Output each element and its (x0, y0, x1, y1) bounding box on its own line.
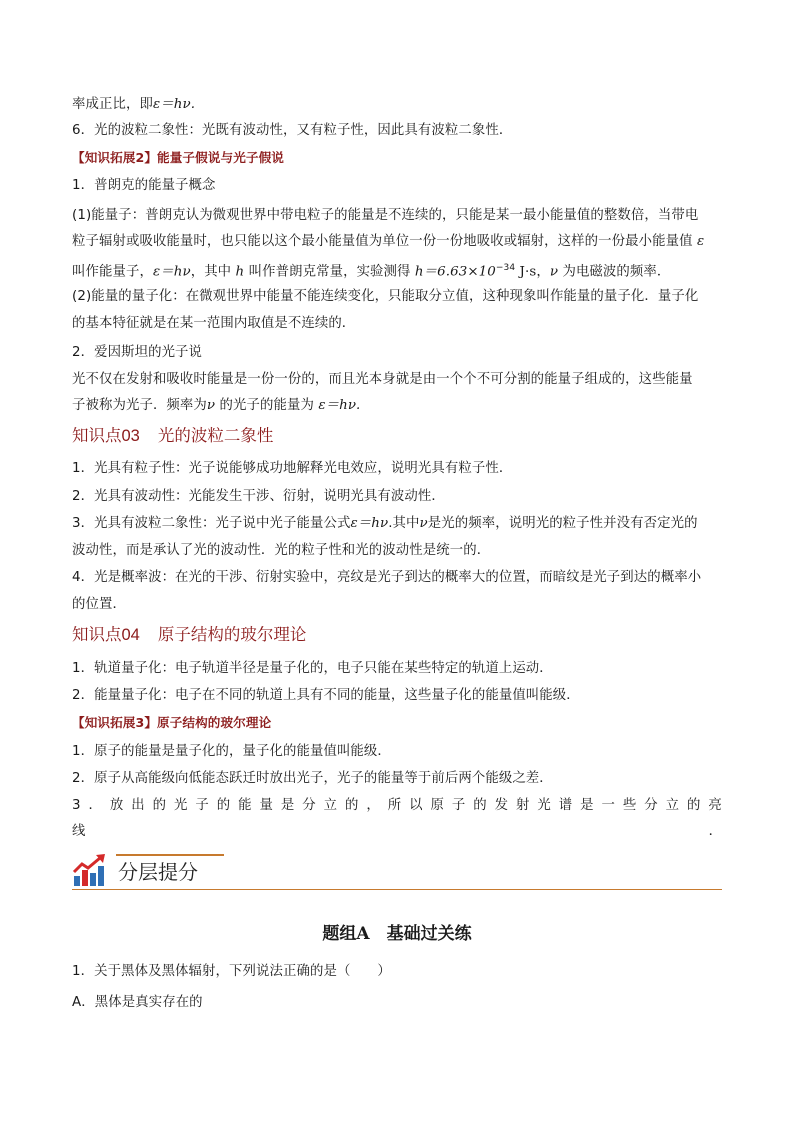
kp-title: 原子结构的玻尔理论 (157, 625, 307, 644)
kp-label: 知识点 (72, 426, 122, 445)
spread-char: 的 (473, 798, 487, 813)
paragraph-line: (2)能量的量子化：在微观世界中能量不能连续变化，只能取分立值，这种现象叫作能量的量子化．量子化 (72, 289, 699, 304)
spread-char: 亮 (708, 798, 722, 813)
spread-char: 以 (409, 798, 423, 813)
spread-char: 子 (195, 798, 209, 813)
paragraph-line: 1．轨道量子化：电子轨道半径是量子化的，电子只能在某些特定的轨道上运动． (72, 661, 553, 676)
spread-char: 放 (109, 798, 124, 813)
text: ． (708, 824, 722, 839)
spread-char: 出 (131, 798, 145, 813)
text: 3．光具有波粒二象性：光子说中光子能量公式 (72, 516, 351, 531)
paragraph-line (72, 231, 704, 253)
spread-char: 的 (152, 798, 167, 813)
paragraph-line: 波动性，而是承认了光的波动性．光的粒子性和光的波动性是统一的． (72, 543, 491, 558)
spread-char: 发 (494, 798, 509, 813)
paragraph-line: 1．普朗克的能量子概念 (72, 178, 216, 193)
spread-char: 是 (580, 798, 594, 813)
formula: h＝6.63×10 (414, 264, 496, 280)
formula: ε＝hν (152, 264, 191, 280)
spread-char: 是 (280, 798, 295, 813)
spread-char: 3 (72, 798, 81, 813)
spread-char: 立 (323, 798, 338, 813)
question-option-a: A．黑体是真实存在的 (72, 995, 203, 1010)
knowledge-extension-3-heading: 【知识拓展3】原子结构的玻尔理论 (72, 715, 272, 730)
text: 是光的频率，说明光的粒子性并没有否定光的 (427, 516, 698, 531)
paragraph-line: 4．光是概率波：在光的干涉、衍射实验中，亮纹是光子到达的概率大的位置，而暗纹是光子到达的概率小 (72, 570, 702, 585)
spread-char: 的 (345, 798, 359, 813)
question-stem: 1．关于黑体及黑体辐射，下列说法正确的是（ ） (72, 964, 391, 979)
spread-char: 射 (516, 798, 530, 813)
formula: ν (549, 264, 559, 280)
paragraph-line: 1．原子的能量是量子化的，量子化的能量值叫能级． (72, 744, 391, 759)
paragraph-line: 1．光具有粒子性：光子说能够成功地解释光电效应，说明光具有粒子性． (72, 461, 513, 476)
spread-char: 立 (665, 798, 680, 813)
paragraph-line: 2．原子从高能级向低能态跃迁时放出光子，光子的能量等于前后两个能级之差． (72, 771, 553, 786)
spread-char: 的 (687, 798, 701, 813)
justified-line (72, 795, 722, 817)
text: 子被称为光子．频率为 (72, 398, 207, 413)
paragraph-line: 6．光的波粒二象性：光既有波动性，又有粒子性，因此具有波粒二象性． (72, 123, 513, 138)
paragraph-line: 光不仅在发射和吸收时能量是一份一份的，而且光本身就是由一个个不可分割的能量子组成的，这些能量 (72, 372, 693, 387)
spread-char: 光 (174, 798, 188, 813)
paragraph-line: 的基本特征就是在某一范围内取值是不连续的． (72, 316, 356, 331)
paragraph-line (72, 513, 698, 535)
spread-char: 原 (430, 798, 444, 813)
text: .其中 (388, 516, 420, 531)
spread-char: 量 (259, 798, 273, 813)
formula: ν (419, 516, 428, 531)
paragraph-line: 的位置． (72, 597, 126, 612)
text: 叫作普朗克常量，实验测得 (248, 264, 411, 280)
text: 叫作能量子， (72, 264, 153, 280)
spread-char: 光 (537, 798, 551, 813)
spread-char: 谱 (558, 798, 573, 813)
paragraph-line: 2．光具有波动性：光能发生干涉、衍射，说明光具有波动性． (72, 489, 445, 504)
formula: ε＝hν (350, 516, 389, 531)
spread-char: 子 (451, 798, 466, 813)
section-banner (72, 852, 722, 890)
paragraph-line: 2．爱因斯坦的光子说 (72, 345, 203, 360)
paragraph-line: (1)能量子：普朗克认为微观世界中带电粒子的能量是不连续的，只能是某一最小能量值的整数倍，当带电 (72, 208, 699, 223)
text: 线 (72, 824, 86, 839)
formula: ε (696, 234, 705, 249)
spread-char: 分 (302, 798, 316, 813)
kp-label: 知识点 (72, 625, 122, 644)
spread-char: 些 (622, 798, 637, 813)
knowledge-extension-2-heading: 【知识拓展2】能量子假说与光子假说 (72, 150, 284, 165)
text: 为电磁波的频率． (562, 264, 671, 280)
kp-number: 04 (121, 626, 140, 644)
question-group-title: 题组A 基础过关练 (322, 924, 472, 944)
kp-number: 03 (121, 427, 140, 445)
exponent: −34 (495, 263, 516, 273)
paragraph-line (72, 395, 360, 417)
formula: ε＝hν. (152, 97, 196, 112)
spread-char: 的 (216, 798, 231, 813)
banner-title: 分层提分 (118, 860, 198, 884)
formula: h (235, 264, 245, 280)
formula: ν (206, 398, 216, 413)
paragraph-line (72, 94, 195, 116)
kp-title: 光的波粒二象性 (157, 426, 274, 445)
spread-char: 分 (644, 798, 658, 813)
spread-char: 一 (601, 798, 615, 813)
paragraph-line (72, 257, 670, 283)
knowledge-point-04-heading (72, 623, 306, 647)
text: 的光子的能量为 (219, 398, 314, 413)
unit: J·s， (515, 264, 550, 280)
spread-char: 能 (238, 798, 252, 813)
spread-char: ， (366, 798, 380, 813)
text: 粒子辐射或吸收能量时，也只能以这个最小能量值为单位一份一份地吸收或辐射，这样的一份最小能量值 (72, 234, 693, 249)
text: 率成正比，即 (72, 97, 153, 112)
knowledge-point-03-heading (72, 424, 273, 448)
spread-char: ． (88, 798, 102, 813)
formula: ε＝hν. (318, 398, 361, 413)
bar-chart-arrow-icon (72, 852, 112, 888)
paragraph-line: 2．能量量子化：电子在不同的轨道上具有不同的能量，这些量子化的能量值叫能级． (72, 688, 580, 703)
text: ，其中 (190, 264, 232, 280)
justified-line (72, 821, 722, 843)
spread-char: 所 (387, 798, 402, 813)
